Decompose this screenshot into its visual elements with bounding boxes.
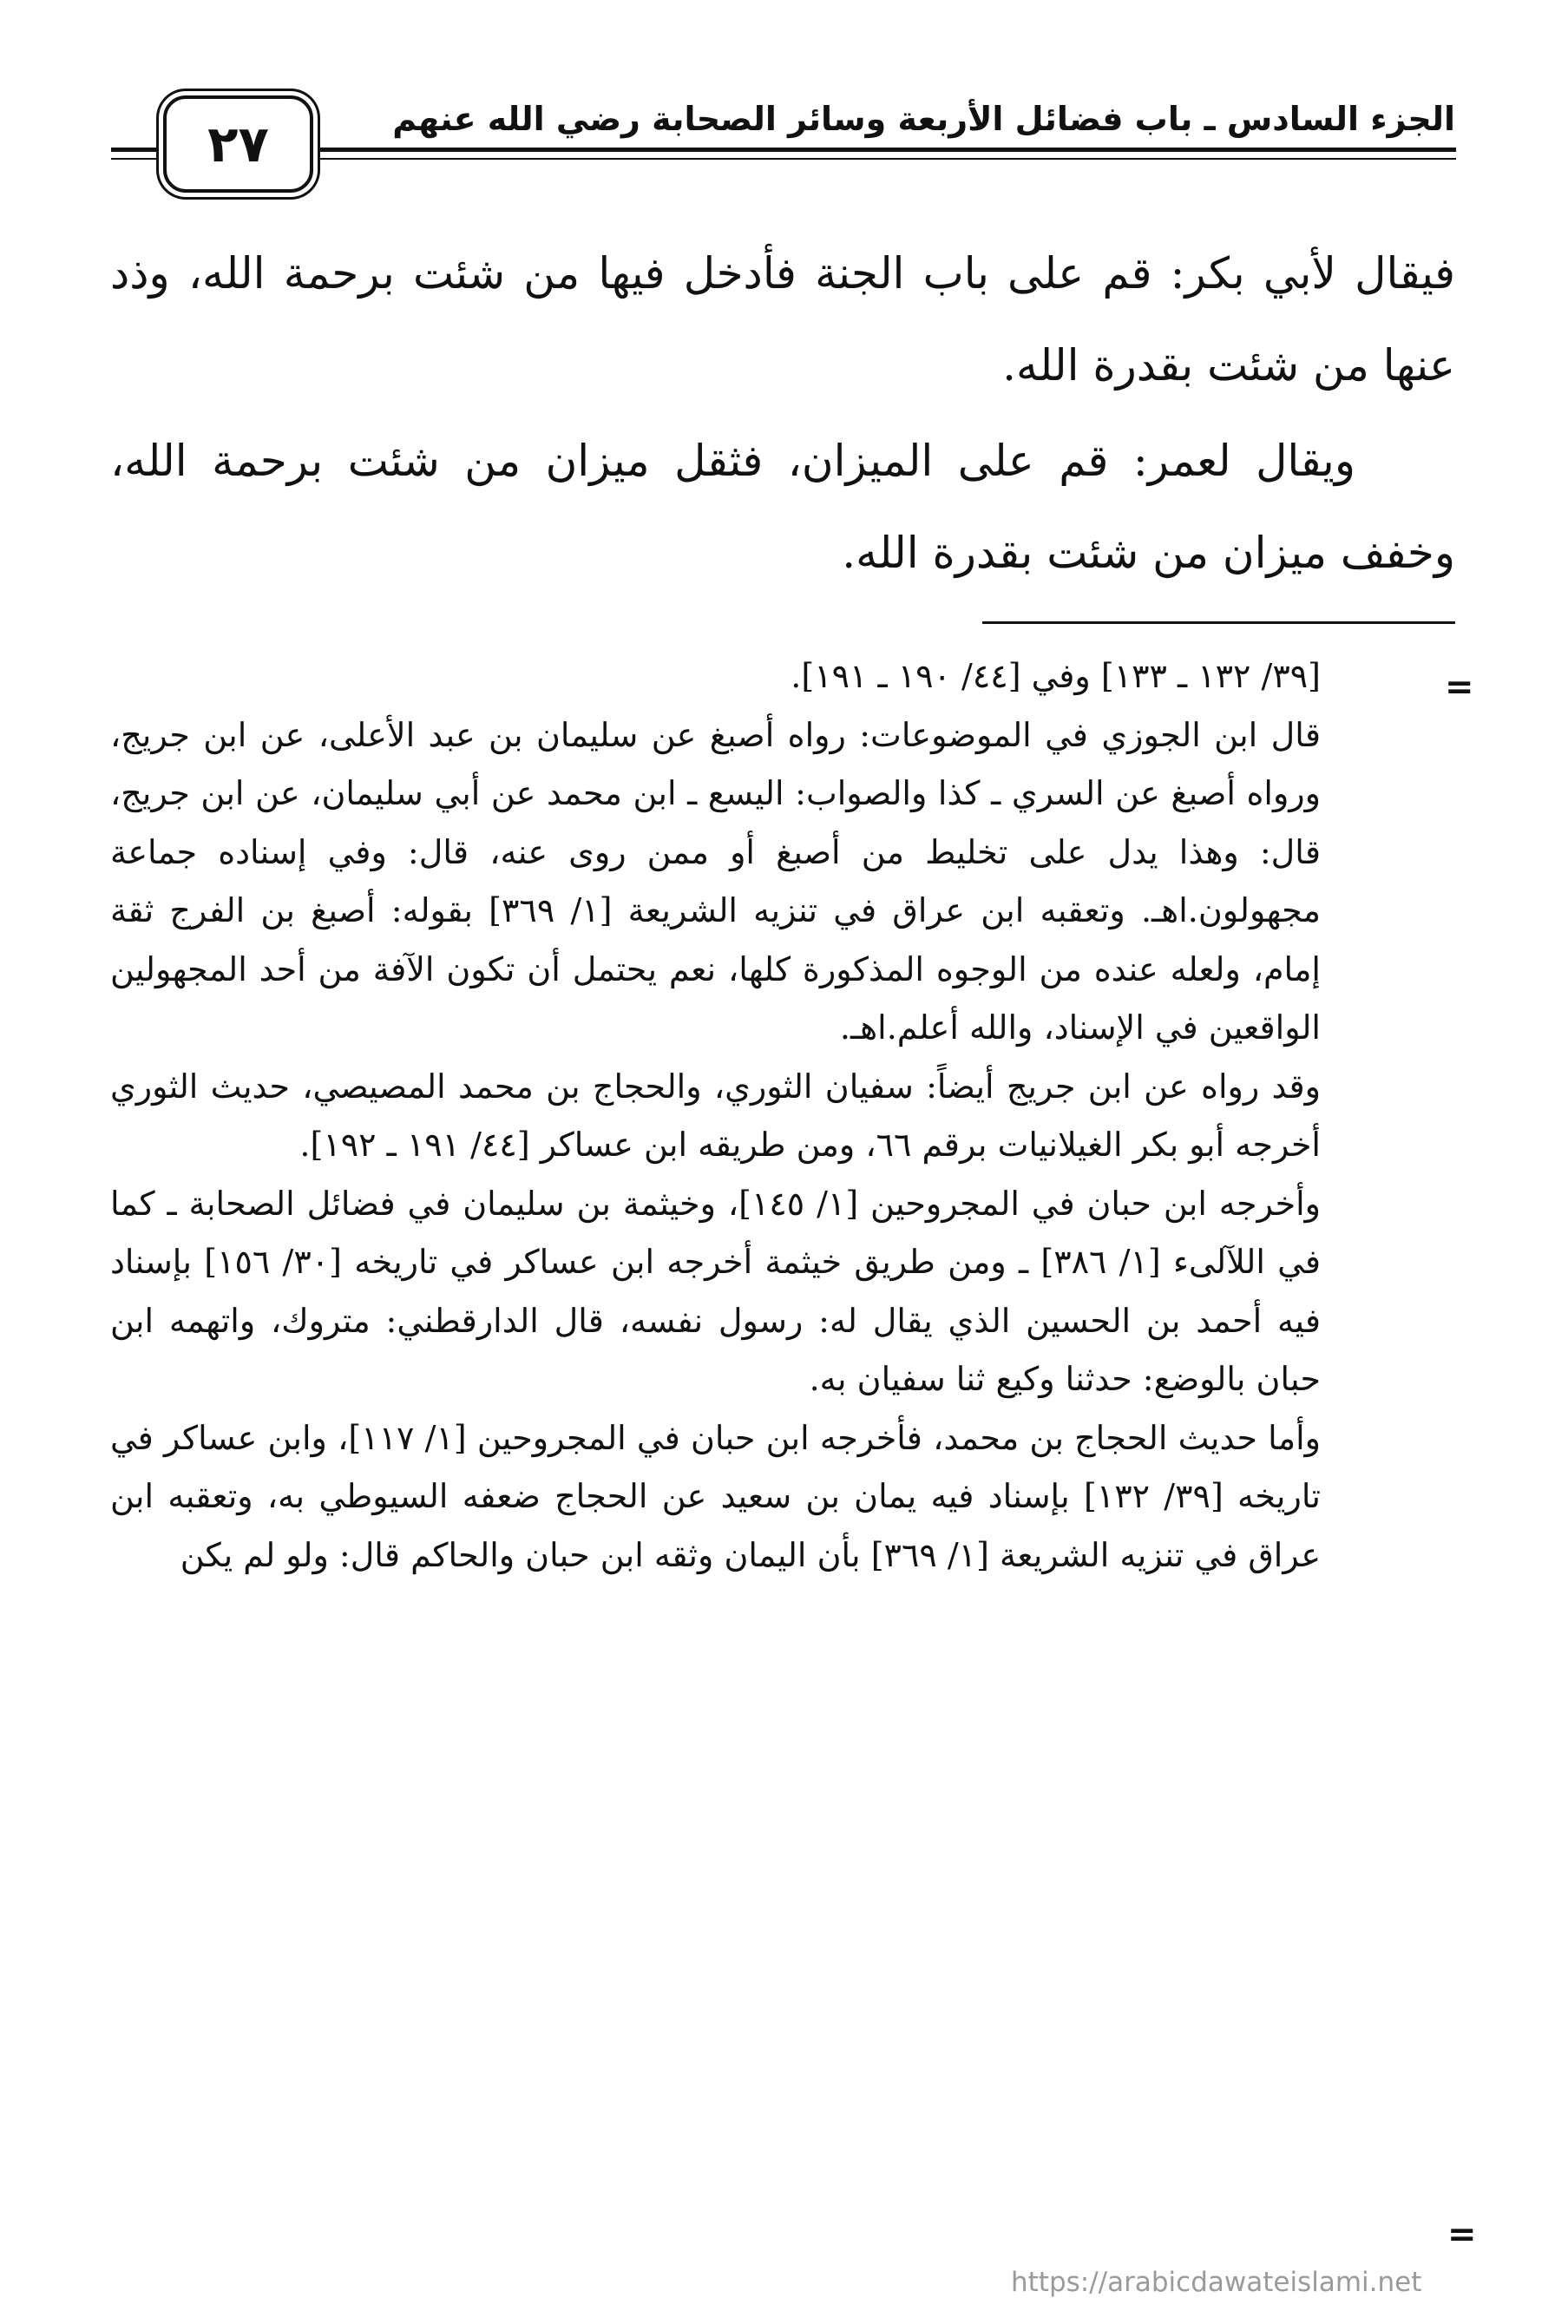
footnote-paragraph-2: قال ابن الجوزي في الموضوعات: رواه أصبغ عن سليمان بن عبد الأعلى، عن ابن جريج، ورواه أصبغ عن السري ـ كذا والصواب: اليسع ـ ابن محمد عن أبي سليمان، عن ابن جريج، قال: وهذا يدل على تخليط من أصبغ أو ممن روى عنه، قال: وفي إسناده جماعة مجهولون.اهـ. وتعقبه ابن عراق في تنزيه الشريعة [١/ ٣٦٩] بقوله: أصبغ بن الفرج ثقة إمام، ولعله عنده من الوجوه المذكورة كلها، نعم يحتمل أن تكون الآفة من أحد المجهولين الواقعين في الإسناد، والله أعلم.اهـ. [110,715,1322,1047]
continuation-mark-bottom: = [1447,2215,1477,2255]
footnote-paragraph-3: وقد رواه عن ابن جريج أيضاً: سفيان الثوري، والحجاج بن محمد المصيصي، حديث الثوري أخرجه أبو بكر الغيلانيات برقم ٦٦، ومن طريقه ابن عساكر [٤٤/ ١٩١ ـ ١٩٢]. [110,1067,1321,1164]
footnote-divider [982,621,1455,624]
page-number: ٢٧ [163,95,313,193]
footnote-paragraph-1: [٣٩/ ١٣٢ ـ ١٣٣] وفي [٤٤/ ١٩٠ ـ ١٩١]. [791,657,1321,695]
main-paragraph-1: فيقال لأبي بكر: قم على باب الجنة فأدخل فيها من شئت برحمة الله، وذد عنها من شئت بقدرة الله. [110,248,1455,391]
watermark-url: https://arabicdawateislami.net [1011,2267,1422,2298]
footnote-paragraph-5: وأما حديث الحجاج بن محمد، فأخرجه ابن حبان في المجروحين [١/ ١١٧]، وابن عساكر في تاريخه [٣٩/ ١٣٢] بإسناد فيه يمان بن سعيد عن الحجاج ضعفه السيوطي به، وتعقبه ابن عراق في تنزيه الشريعة [١/ ٣٦٩] بأن اليمان وثقه ابن حبان والحاكم قال: ولو لم يكن [110,1418,1322,1574]
footnotes [110,647,1321,1585]
main-text [110,227,1455,599]
main-paragraph-2: ويقال لعمر: قم على الميزان، فثقل ميزان من شئت برحمة الله، وخفف ميزان من شئت بقدرة الله. [110,436,1455,578]
footnote-paragraph-4: وأخرجه ابن حبان في المجروحين [١/ ١٤٥]، وخيثمة بن سليمان في فضائل الصحابة ـ كما في اللآلىء [١/ ٣٨٦] ـ ومن طريق خيثمة أخرجه ابن عساكر في تاريخه [٣٠/ ١٥٦] بإسناد فيه أحمد بن الحسين الذي يقال له: رسول نفسه، قال الدارقطني: متروك، واتهمه ابن حبان بالوضع: حدثنا وكيع ثنا سفيان به. [110,1184,1321,1398]
running-title: الجزء السادس ـ باب فضائل الأربعة وسائر الصحابة رضي الله عنهم [392,100,1455,138]
continuation-mark-top: = [1445,667,1474,707]
